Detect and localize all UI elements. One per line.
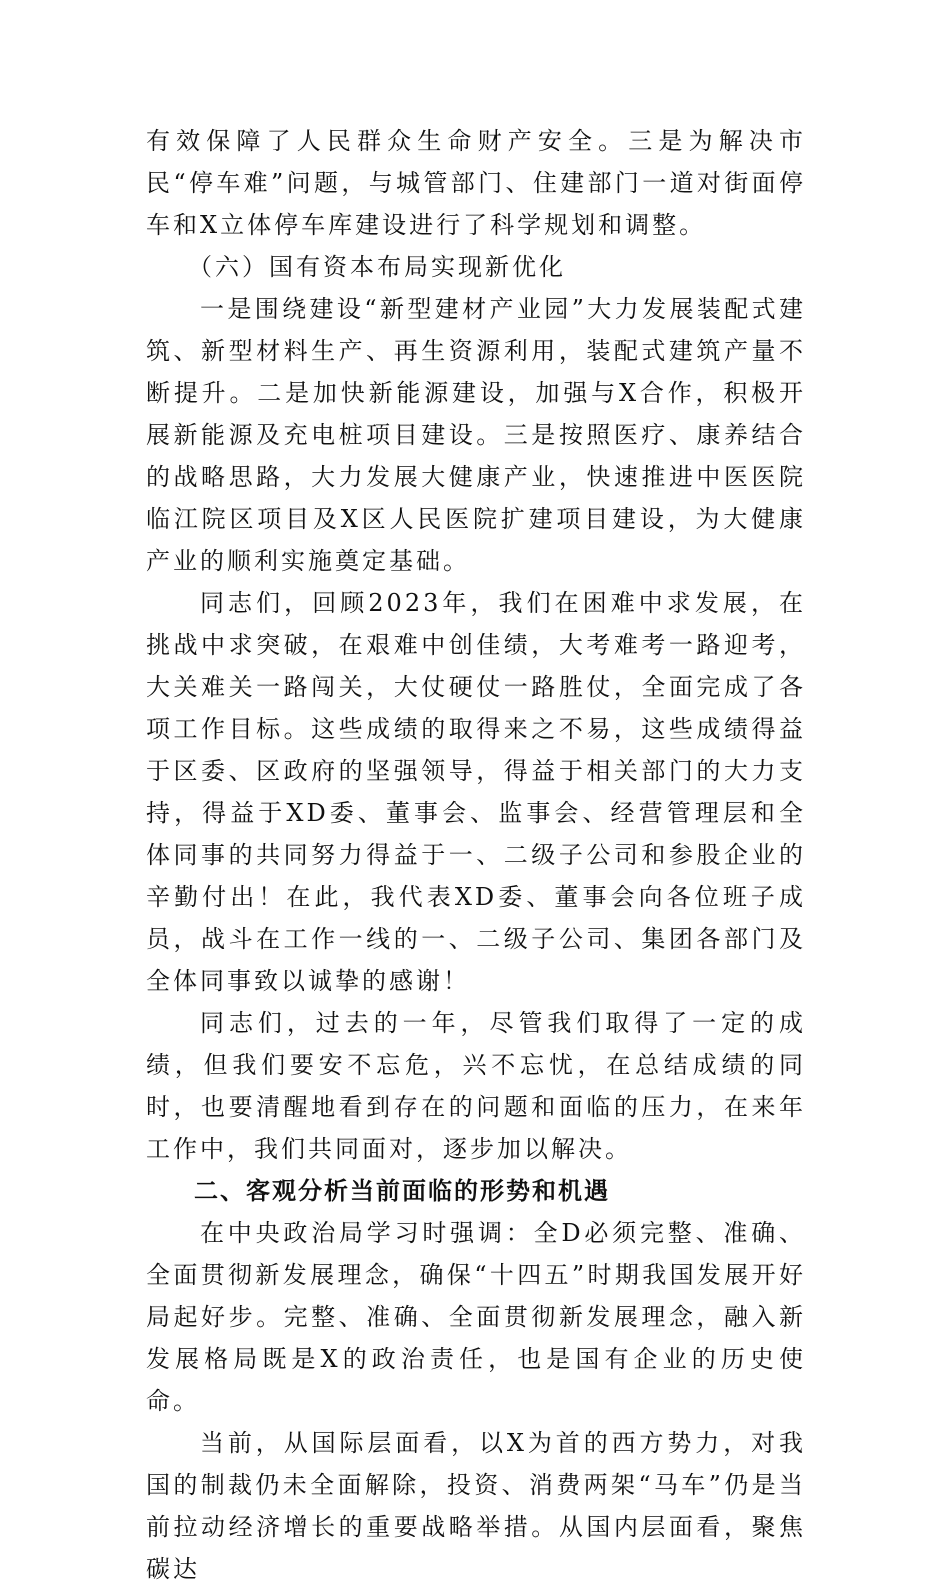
section-two-heading: 二、客观分析当前面临的形势和机遇 [194,1177,610,1205]
paragraph-current: 当前，从国际层面看，以X为首的西方势力，对我国的制裁仍未全面解除，投资、消费两架“马车”仍是当前拉动经济增长的重要战略举措。从国内层面看，聚焦碳达 [146,1429,806,1583]
paragraph-problems: 同志们，过去的一年，尽管我们取得了一定的成绩，但我们要安不忘危，兴不忘忧，在总结成绩的同时，也要清醒地看到存在的问题和面临的压力，在来年工作中，我们共同面对，逐步加以解决。 [146,1009,806,1163]
section-six-heading: （六）国有资本布局实现新优化 [188,253,566,281]
paragraph-central: 在中央政治局学习时强调：全D必须完整、准确、全面贯彻新发展理念，确保“十四五”时期我国发展开好局起好步。完整、准确、全面贯彻新发展理念，融入新发展格局既是X的政治责任，也是国有企业的历史使命。 [146,1219,806,1415]
paragraph-section-six: 一是围绕建设“新型建材产业园”大力发展装配式建筑、新型材料生产、再生资源利用，装配式建筑产量不断提升。二是加快新能源建设，加强与X合作，积极开展新能源及充电桩项目建设。三是按照医疗、康养结合的战略思路，大力发展大健康产业，快速推进中医医院临江院区项目及X区人民医院扩建项目建设，为大健康产业的顺利实施奠定基础。 [146,295,806,575]
paragraph-review: 同志们，回顾2023年，我们在困难中求发展，在挑战中求突破，在艰难中创佳绩，大考难考一路迎考，大关难关一路闯关，大仗硬仗一路胜仗，全面完成了各项工作目标。这些成绩的取得来之不易，这些成绩得益于区委、区政府的坚强领导，得益于相关部门的大力支持，得益于XD委、董事会、监事会、经营管理层和全体同事的共同努力得益于一、二级子公司和参股企业的辛勤付出！在此，我代表XD委、董事会向各位班子成员，战斗在工作一线的一、二级子公司、集团各部门及全体同事致以诚挚的感谢！ [146,589,806,995]
paragraph-continued: 有效保障了人民群众生命财产安全。三是为解决市民“停车难”问题，与城管部门、住建部门一道对街面停车和X立体停车库建设进行了科学规划和调整。 [146,127,806,239]
document-body [146,120,806,1590]
